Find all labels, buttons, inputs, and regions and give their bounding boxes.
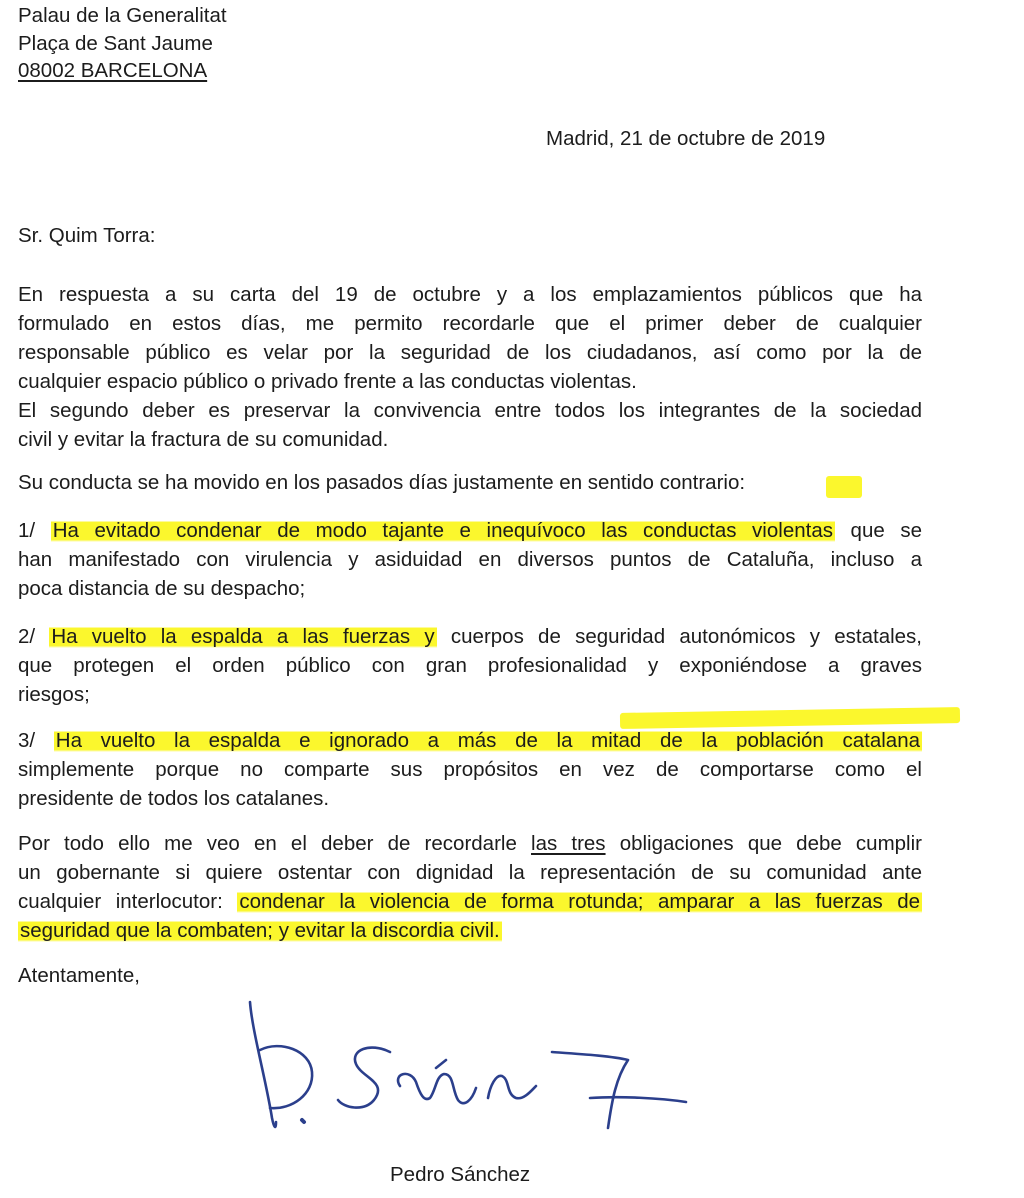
point-line: riesgos; <box>18 683 90 706</box>
signature-stroke <box>488 1076 536 1098</box>
signature-stroke <box>302 1120 304 1122</box>
point-line: que protegen el orden público con gran profesionalidad y exponiéndose a graves <box>18 654 922 677</box>
paragraph-line: civil y evitar la fractura de su comunidad. <box>18 428 389 451</box>
point-3 <box>18 726 922 813</box>
conclusion-text: obligaciones que debe cumplir <box>619 832 922 855</box>
signer-name: Pedro Sánchez <box>390 1163 531 1186</box>
highlighted-text: Ha vuelto la espalda a las fuerzas y <box>51 625 435 648</box>
recipient-address <box>18 2 227 85</box>
paragraph-line: Su conducta se ha movido en los pasados días justamente en sentido contrario: <box>18 471 746 494</box>
signature-stroke <box>398 1074 476 1103</box>
salutation: Sr. Quim Torra: <box>18 224 156 247</box>
point-number: 1/ <box>18 519 36 542</box>
paragraph-conclusion <box>18 829 922 945</box>
paragraph-line <box>18 887 922 916</box>
point-line: simplemente porque no comparte sus propósitos en vez de comportarse como el <box>18 758 922 781</box>
point-number: 2/ <box>18 625 36 648</box>
point-1 <box>18 516 922 603</box>
point-line <box>18 622 922 651</box>
paragraph-line <box>18 829 922 858</box>
paragraph-line: cualquier espacio público o privado frente a las conductas violentas. <box>18 370 637 393</box>
highlighted-text: seguridad que la combaten; y evitar la discordia civil. <box>20 919 500 942</box>
point-line: poca distancia de su despacho; <box>18 577 306 600</box>
paragraph-line <box>18 916 922 945</box>
point-number: 3/ <box>18 729 36 752</box>
signature-stroke <box>552 1052 628 1128</box>
point-2 <box>18 622 922 709</box>
address-line-1: Palau de la Generalitat <box>18 4 227 27</box>
address-line-2: Plaça de Sant Jaume <box>18 31 213 55</box>
signature-stroke <box>590 1097 686 1102</box>
paragraph-intro <box>18 280 922 454</box>
paragraph-line: formulado en estos días, me permito recordarle que el primer deber de cualquier <box>18 312 922 335</box>
conclusion-text: Por todo ello me veo en el deber de recordarle <box>18 832 517 855</box>
conclusion-text: cualquier interlocutor: <box>18 890 223 913</box>
highlighted-text: condenar la violencia de forma rotunda; amparar a las fuerzas de <box>239 890 920 913</box>
letter-date: Madrid, 21 de octubre de 2019 <box>546 127 826 150</box>
closing: Atentamente, <box>18 964 140 987</box>
paragraph-line: En respuesta a su carta del 19 de octubre y a los emplazamientos públicos que ha <box>18 283 922 306</box>
highlighted-text: Ha evitado condenar de modo tajante e inequívoco las conductas violentas <box>52 519 833 542</box>
signature-stroke <box>338 1048 390 1108</box>
paragraph-line: responsable público es velar por la seguridad de los ciudadanos, así como por la de <box>18 341 922 364</box>
point-text: que se <box>850 519 922 542</box>
address-line-3: 08002 BARCELONA <box>18 59 208 82</box>
paragraph-conduct <box>18 468 922 497</box>
point-text: cuerpos de seguridad autonómicos y estatales, <box>450 625 922 648</box>
point-line: han manifestado con virulencia y asiduidad en diversos puntos de Cataluña, incluso a <box>18 548 922 571</box>
point-line <box>18 726 922 755</box>
point-line: presidente de todos los catalanes. <box>18 787 330 810</box>
point-line <box>18 516 922 545</box>
underlined-text: las tres <box>531 832 606 855</box>
paragraph-line: El segundo deber es preservar la convivencia entre todos los integrantes de la sociedad <box>18 399 922 422</box>
signature-stroke <box>436 1060 446 1068</box>
paragraph-line: un gobernante si quiere ostentar con dignidad la representación de su comunidad ante <box>18 861 922 884</box>
highlighted-text: Ha vuelto la espalda e ignorado a más de la mitad de la población catalana <box>55 729 920 752</box>
handwritten-signature <box>240 990 700 1140</box>
